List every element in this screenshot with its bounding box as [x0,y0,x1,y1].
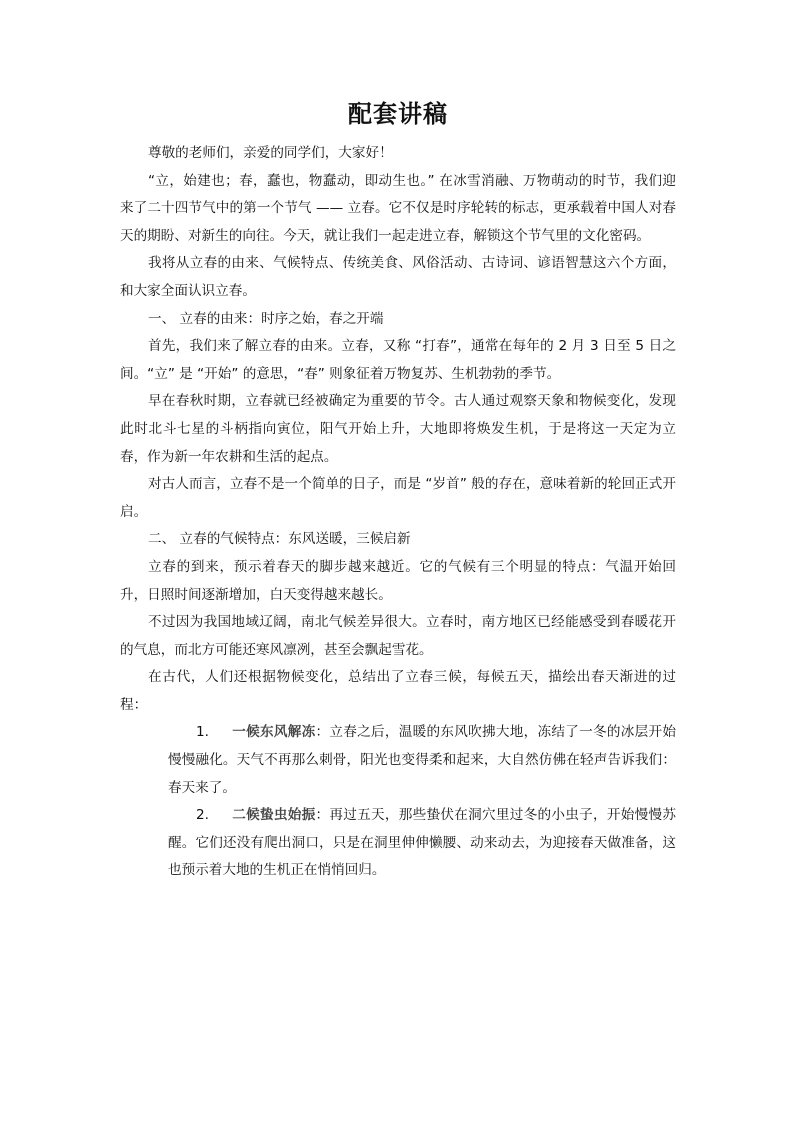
section-heading-climate: 二、 立春的气候特点：东风送暖，三候启新 [148,531,411,548]
list-text: ：立春之后，温暖的东风吹拂大地，冻结了一冬的冰层开始慢慢融化。天气不再那么刺骨，阳光也变得柔和起来，大自然仿佛在轻声告诉我们：春天来了。 [168,724,676,796]
origin-paragraph-3: 对古人而言，立春不是一个简单的日子，而是 “岁首” 般的存在，意味着新的轮回正式开启。 [120,476,676,520]
section-heading-origin: 一、 立春的由来：时序之始，春之开端 [148,310,384,327]
document-page [120,96,676,885]
list-term: 二候蛰虫始振 [232,807,316,824]
overview-paragraph: 我将从立春的由来、气候特点、传统美食、风俗活动、古诗词、谚语智慧这六个方面，和大家全面认识立春。 [120,255,676,299]
origin-paragraph-2: 早在春秋时期，立春就已经被确定为重要的节令。古人通过观察天象和物候变化，发现此时北斗七星的斗柄指向寅位，阳气开始上升，大地即将焕发生机，于是将这一天定为立春，作为新一年农耕和生活的起点。 [120,393,676,465]
climate-paragraph-3: 在古代，人们还根据物候变化，总结出了立春三候，每候五天，描绘出春天渐进的过程： [120,669,676,713]
climate-paragraph-1: 立春的到来，预示着春天的脚步越来越近。它的气候有三个明显的特点：气温开始回升，日照时间逐渐增加，白天变得越来越长。 [120,558,676,603]
origin-paragraph-1: 首先，我们来了解立春的由来。立春，又称 “打春”，通常在每年的 2 月 3 日至 5 日之间。“立” 是 “开始” 的意思，“春” 则象征着万物复苏、生机勃勃的季节。 [120,338,676,382]
intro-paragraph: “立，始建也；春，蠢也，物蠢动，即动生也。” 在冰雪消融、万物萌动的时节，我们迎来了二十四节气中的第一个节气 —— 立春。它不仅是时序轮转的标志，更承载着中国人对春天的期盼、对新生的向往。今天，就让我们一起走进立春，解锁这个节气里的文化密码。 [120,172,676,244]
list-term: 一候东风解冻 [232,724,316,741]
climate-paragraph-2: 不过因为我国地域辽阔，南北气候差异很大。立春时，南方地区已经能感受到春暖花开的气息，而北方可能还寒风凛冽，甚至会飘起雪花。 [120,614,676,658]
list-item-1 [120,719,676,802]
list-text: ：再过五天，那些蛰伏在洞穴里过冬的小虫子，开始慢慢苏醒。它们还没有爬出洞口，只是在洞里伸伸懒腰、动来动去，为迎接春天做准备，这也预示着大地的生机正在悄悄回归。 [168,807,676,879]
document-title: 配套讲稿 [348,100,448,128]
list-item-2 [120,802,676,885]
greeting-paragraph: 尊敬的老师们，亲爱的同学们，大家好！ [148,145,393,161]
list-number: 1. [196,724,209,741]
list-number: 2. [196,807,209,824]
